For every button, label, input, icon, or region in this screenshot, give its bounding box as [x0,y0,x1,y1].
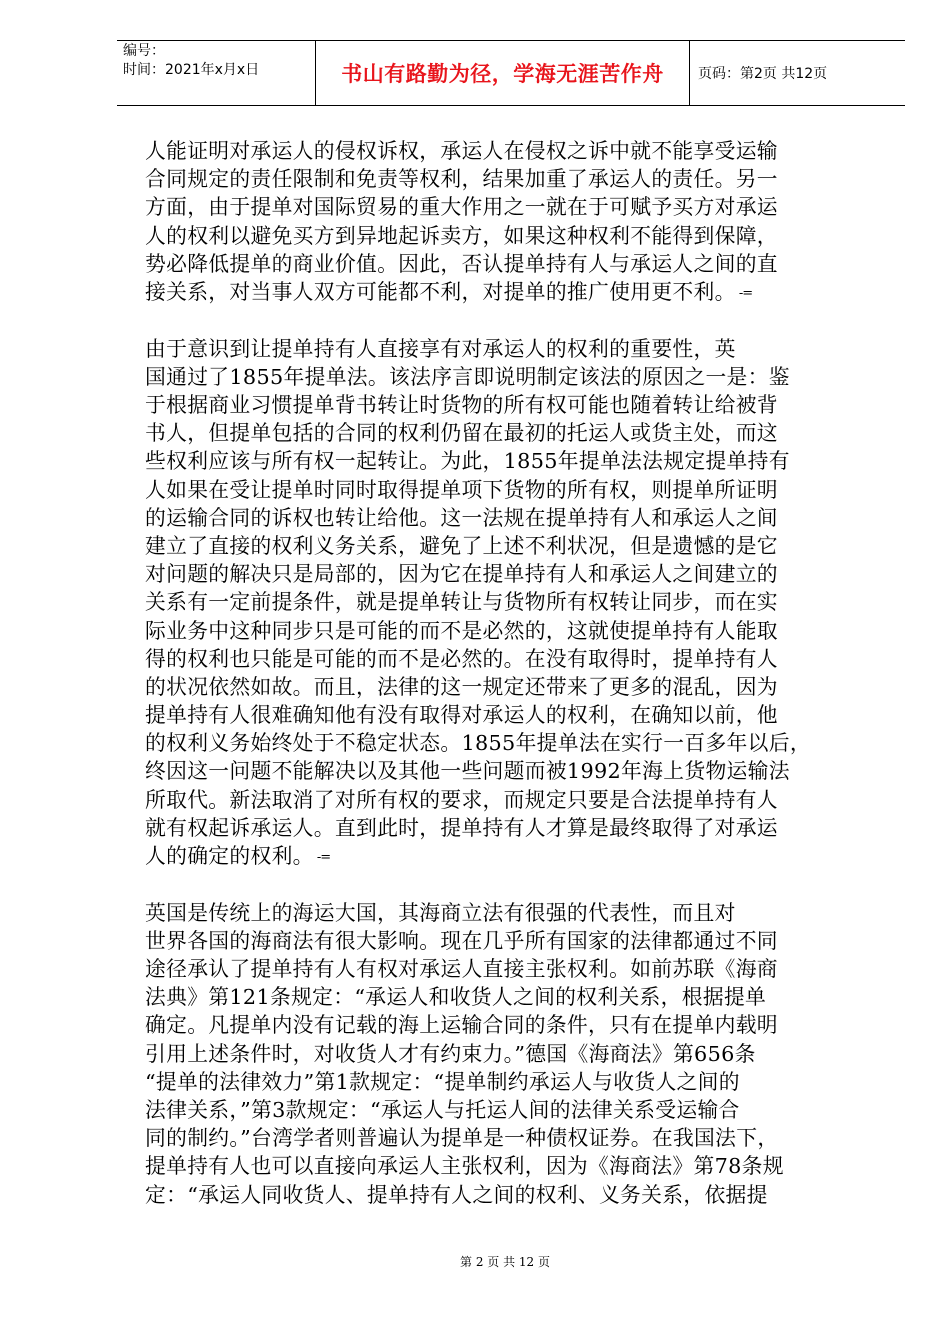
text-line: 势必降低提单的商业价值。因此，否认提单持有人与承运人之间的直 [145,251,778,276]
text-line: 国通过了1855年提单法。该法序言即说明制定该法的原因之一是：鉴 [145,364,790,389]
paragraph [145,899,890,1209]
text-line: 合同规定的责任限制和免责等权利，结果加重了承运人的责任。另一 [145,167,778,192]
text-line: 际业务中这种同步只是可能的而不是必然的，这就使提单持有人能取 [145,618,778,643]
document-time-label: 时间：2021年x月x日 [123,62,260,78]
header-page-info: 页码：第2页 共12页 [698,66,828,82]
header-motto: 书山有路勤为径，学海无涯苦作舟 [316,41,690,105]
text-line: 由于意识到让提单持有人直接享有对承运人的权利的重要性，英 [145,336,736,361]
text-line: 的状况依然如故。而且，法律的这一规定还带来了更多的混乱，因为 [145,674,778,699]
text-line: 确定。凡提单内没有记载的海上运输合同的条件，只有在提单内载明 [145,1013,778,1038]
text-line: 同的制约。”台湾学者则普遍认为提单是一种债权证券。在我国法下， [145,1126,779,1151]
text-line: 关系有一定前提条件，就是提单转让与货物所有权转让同步，而在实 [145,590,778,615]
text-line: 书人，但提单包括的合同的权利仍留在最初的托运人或货主处，而这 [145,421,778,446]
text-line: 人如果在受让提单时同时取得提单项下货物的所有权，则提单所证明 [145,477,778,502]
text-line: 对问题的解决只是局部的，因为它在提单持有人和承运人之间建立的 [145,562,778,587]
text-line: 法典》第121条规定：“承运人和收货人之间的权利关系，根据提单 [145,985,767,1010]
paragraph-gap [145,870,890,899]
text-line: 人的权利以避免买方到异地起诉卖方，如果这种权利不能得到保障， [145,223,778,248]
text-line: 法律关系，”第3款规定：“承运人与托运人间的法律关系受运输合 [145,1098,740,1122]
text-line: 人的确定的权利。 -= [145,844,331,868]
paragraph-end-mark: -= [735,285,753,301]
text-line: 世界各国的海商法有很大影响。现在几乎所有国家的法律都通过不同 [145,928,778,953]
text-line: 终因这一问题不能解决以及其他一些问题而被1992年海上货物运输法 [145,759,790,784]
text-line: 些权利应该与所有权一起转让。为此，1855年提单法法规定提单持有 [145,449,790,474]
text-line: 接关系，对当事人双方可能都不利，对提单的推广使用更不利。 -= [145,279,753,304]
text-line: 的权利义务始终处于不稳定状态。1855年提单法在实行一百多年以后， [145,731,811,756]
document-body [145,137,890,1209]
text-line: 的运输合同的诉权也转让给他。这一法规在提单持有人和承运人之间 [145,505,778,530]
text-line: 定：“承运人同收货人、提单持有人之间的权利、义务关系，依据提 [145,1182,768,1207]
text-line: 得的权利也只能是可能的而不是必然的。在没有取得时，提单持有人 [145,646,778,671]
text-line: 所取代。新法取消了对所有权的要求，而规定只要是合法提单持有人 [145,787,778,812]
text-line: 提单持有人很难确知他有没有取得对承运人的权利，在确知以前，他 [145,703,778,728]
page-footer: 第 2 页 共 12 页 [460,1255,550,1269]
paragraph-end-mark: -= [313,850,331,865]
text-line: 方面，由于提单对国际贸易的重大作用之一就在于可赋予买方对承运 [145,195,778,220]
text-line: 就有权起诉承运人。直到此时，提单持有人才算是最终取得了对承运 [145,815,778,840]
text-line: 建立了直接的权利义务关系，避免了上述不利状况，但是遗憾的是它 [145,533,778,558]
paragraph [145,335,890,871]
text-line: 于根据商业习惯提单背书转让时货物的所有权可能也随着转让给被背 [145,393,778,417]
header-meta-cell [117,41,316,105]
paragraph [145,137,890,306]
text-line: 途径承认了提单持有人有权对承运人直接主张权利。如前苏联《海商 [145,957,778,982]
text-line: 引用上述条件时，对收货人才有约束力。”德国《海商法》第656条 [145,1041,756,1066]
text-line: 人能证明对承运人的侵权诉权，承运人在侵权之诉中就不能享受运输 [145,139,778,163]
text-line: “提单的法律效力”第1款规定：“提单制约承运人与收货人之间的 [145,1069,740,1094]
document-number-label: 编号： [123,43,165,59]
document-header [117,40,905,106]
text-line: 提单持有人也可以直接向承运人主张权利，因为《海商法》第78条规 [145,1154,784,1179]
text-line: 英国是传统上的海运大国，其海商立法有很强的代表性，而且对 [145,900,736,925]
paragraph-gap [145,306,890,335]
